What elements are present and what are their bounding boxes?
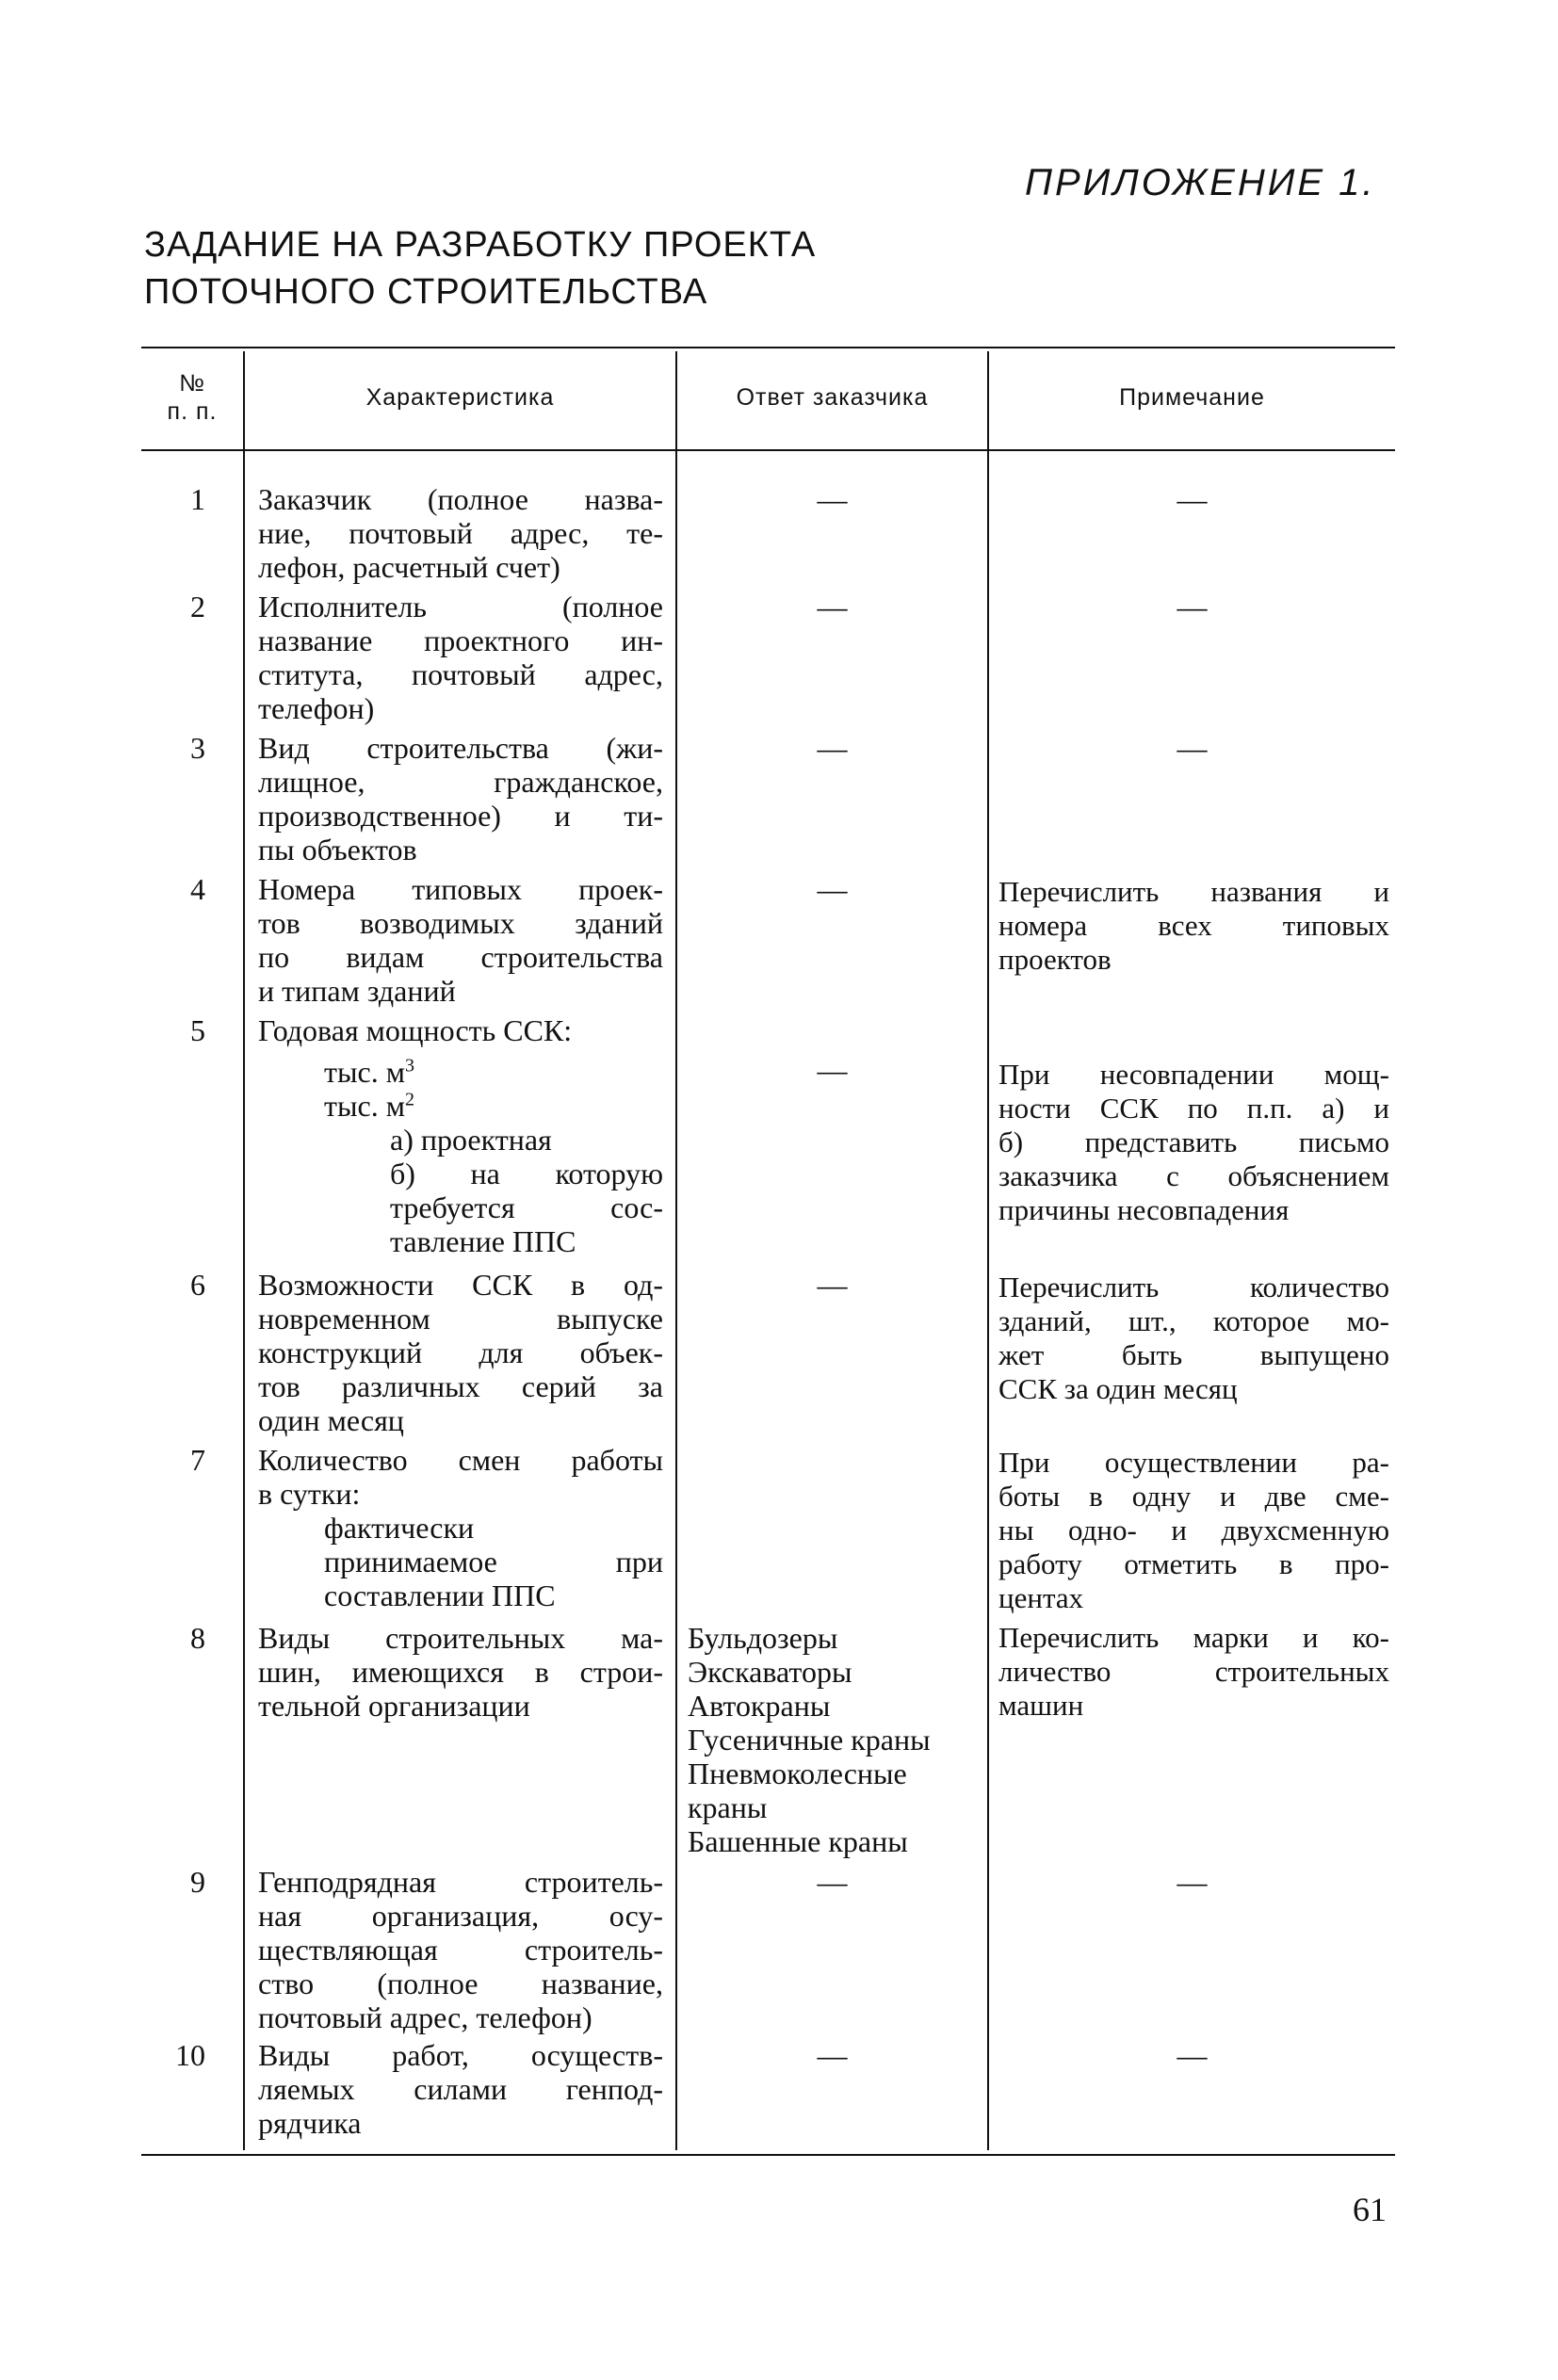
unit-thousand-m3 [258,1055,663,1089]
text-line: а) проектная [390,1123,552,1157]
text-line: в сутки: [258,1477,361,1511]
machine-type: Бульдозеры [688,1621,838,1655]
text-line: Генподрядная строитель- [258,1865,663,1899]
text-line: причины несовпадения [998,1193,1290,1226]
row-note [998,1446,1389,1615]
title-line-2: ПОТОЧНОГО СТРОИТЕЛЬСТВА [144,272,708,312]
row-note: — [1177,1865,1208,1899]
text-line: Номера типовых проек- [258,872,663,906]
row-number: 10 [175,2038,205,2072]
row-note: — [1177,2038,1208,2072]
unit-text: тыс. м [324,1055,405,1089]
text-line: Заказчик (полное назва- [258,482,663,516]
text-line: ССК за один месяц [998,1372,1238,1405]
machine-type: Гусеничные краны [688,1723,931,1757]
text-line: личество строительных [998,1655,1389,1688]
row-characteristic [258,482,663,584]
row-number: 6 [190,1268,205,1302]
text-line: Количество смен работы [258,1443,663,1477]
text-line: б) представить письмо [998,1125,1389,1158]
text-line: Виды работ, осуществ- [258,2038,663,2072]
text-line: жет быть выпущено [998,1338,1389,1371]
text-line: конструкций для объек- [258,1336,663,1369]
text-line: машин [998,1689,1084,1722]
column-divider-1 [243,351,245,2150]
text-line: проектов [998,943,1112,976]
table-bottom-rule [141,2154,1395,2156]
text-line: требуется сос- [390,1190,663,1224]
row-answer: — [817,2038,848,2072]
unit-exponent: 3 [404,1055,414,1077]
text-line: телефон) [258,691,375,725]
row-answer: — [817,1865,848,1899]
row-characteristic [258,2038,663,2140]
table-top-rule [141,347,1395,348]
text-line: Перечислить названия и [998,875,1389,908]
row-number: 9 [190,1865,205,1899]
row-note [998,875,1389,977]
row-note [998,1058,1389,1227]
page-number: 61 [1353,2191,1387,2228]
row-answer: — [817,731,848,765]
row-number: 2 [190,590,205,623]
header-customer-answer: Ответ заказчика [736,384,929,411]
text-line: название проектного ин- [258,623,663,657]
header-characteristic: Характеристика [365,384,555,411]
text-line: фактически [324,1511,475,1545]
text-line: работу отметить в про- [998,1547,1389,1580]
row-number: 3 [190,731,205,765]
row-characteristic [258,1621,663,1723]
text-line: Виды строительных ма- [258,1621,663,1655]
text-line: тов возводимых зданий [258,906,663,940]
text-line: тельной организации [258,1689,530,1723]
row-number: 1 [190,482,205,516]
unit-thousand-m2 [258,1089,663,1123]
text-line: номера всех типовых [998,909,1389,942]
text-line: и типам зданий [258,974,456,1008]
text-line: Перечислить марки и ко- [998,1621,1389,1654]
row-answer: — [817,482,848,516]
row-note: — [1177,731,1208,765]
row-answer: — [817,1268,848,1302]
row-number: 8 [190,1621,205,1655]
text-line: лефон, расчетный счет) [258,550,560,584]
unit-text: тыс. м [324,1089,405,1123]
text-line: заказчика с объяснением [998,1159,1389,1192]
row-characteristic [258,1443,663,1612]
machine-type: Башенные краны [688,1824,908,1858]
row-characteristic [258,590,663,725]
text-line: Перечислить количество [998,1271,1389,1303]
text-line: ности ССК по п.п. а) и [998,1092,1389,1125]
text-line: пы объектов [258,833,417,866]
row-note [998,1621,1389,1723]
text-line: составлении ППС [324,1579,556,1612]
machine-type: Пневмоколесные [688,1757,907,1790]
header-number-symbol: № [179,370,205,397]
text-line: ляемых силами генпод- [258,2072,663,2106]
text-line: При несовпадении мощ- [998,1058,1389,1091]
text-line: ние, почтовый адрес, те- [258,516,663,550]
header-number-abbr: п. п. [167,398,218,425]
title-line-1: ЗАДАНИЕ НА РАЗРАБОТКУ ПРОЕКТА [144,225,817,265]
table-header-rule [141,449,1395,451]
text-line: ство (полное название, [258,1967,663,2000]
text-line: зданий, шт., которое мо- [998,1304,1389,1337]
unit-exponent: 2 [404,1089,414,1110]
text-line: ститута, почтовый адрес, [258,657,663,691]
row-characteristic [258,1865,663,2034]
header-number [141,350,243,445]
row-answer: — [817,590,848,623]
text-line: ная организация, осу- [258,1899,663,1933]
text-line: новременном выпуске [258,1302,663,1336]
row-answer: — [817,1053,848,1087]
text-line: рядчика [258,2106,362,2140]
text-line: тавление ППС [390,1224,576,1258]
row-note: — [1177,590,1208,623]
text-line: тов различных серий за [258,1369,663,1403]
row-note [998,1271,1389,1406]
text-line: шин, имеющихся в строи- [258,1655,663,1689]
text-line: Вид строительства (жи- [258,731,663,765]
machine-type: Экскаваторы [688,1655,852,1689]
text-line: лищное, гражданское, [258,765,663,799]
text-line: ны одно- и двухсменную [998,1514,1389,1546]
text-line: один месяц [258,1403,404,1437]
appendix-label: ПРИЛОЖЕНИЕ 1. [1025,162,1376,203]
text-line: Годовая мощность ССК: [258,1013,573,1047]
row-number: 7 [190,1443,205,1477]
text-line: ществляющая строитель- [258,1933,663,1967]
text-line: производственное) и ти- [258,799,663,833]
text-line: боты в одну и две сме- [998,1480,1389,1513]
text-line: принимаемое при [324,1545,663,1579]
text-line: Возможности ССК в од- [258,1268,663,1302]
row-characteristic [258,1268,663,1437]
header-note: Примечание [1119,384,1265,411]
text-line: При осуществлении ра- [998,1446,1389,1479]
machine-type: Автокраны [688,1689,831,1723]
text-line: почтовый адрес, телефон) [258,2000,592,2034]
row-answer: — [817,872,848,906]
row-number: 4 [190,872,205,906]
text-line: центах [998,1581,1084,1614]
row-characteristic [258,731,663,866]
text-line: по видам строительства [258,940,663,974]
row-characteristic [258,1013,663,1258]
row-characteristic [258,872,663,1008]
document-title [144,221,816,316]
row-number: 5 [190,1013,205,1047]
text-line: Исполнитель (полное [258,590,663,623]
row-note: — [1177,482,1208,516]
text-line: б) на которую [390,1157,663,1190]
row-answer-list [688,1621,984,1858]
machine-type: краны [688,1790,768,1824]
